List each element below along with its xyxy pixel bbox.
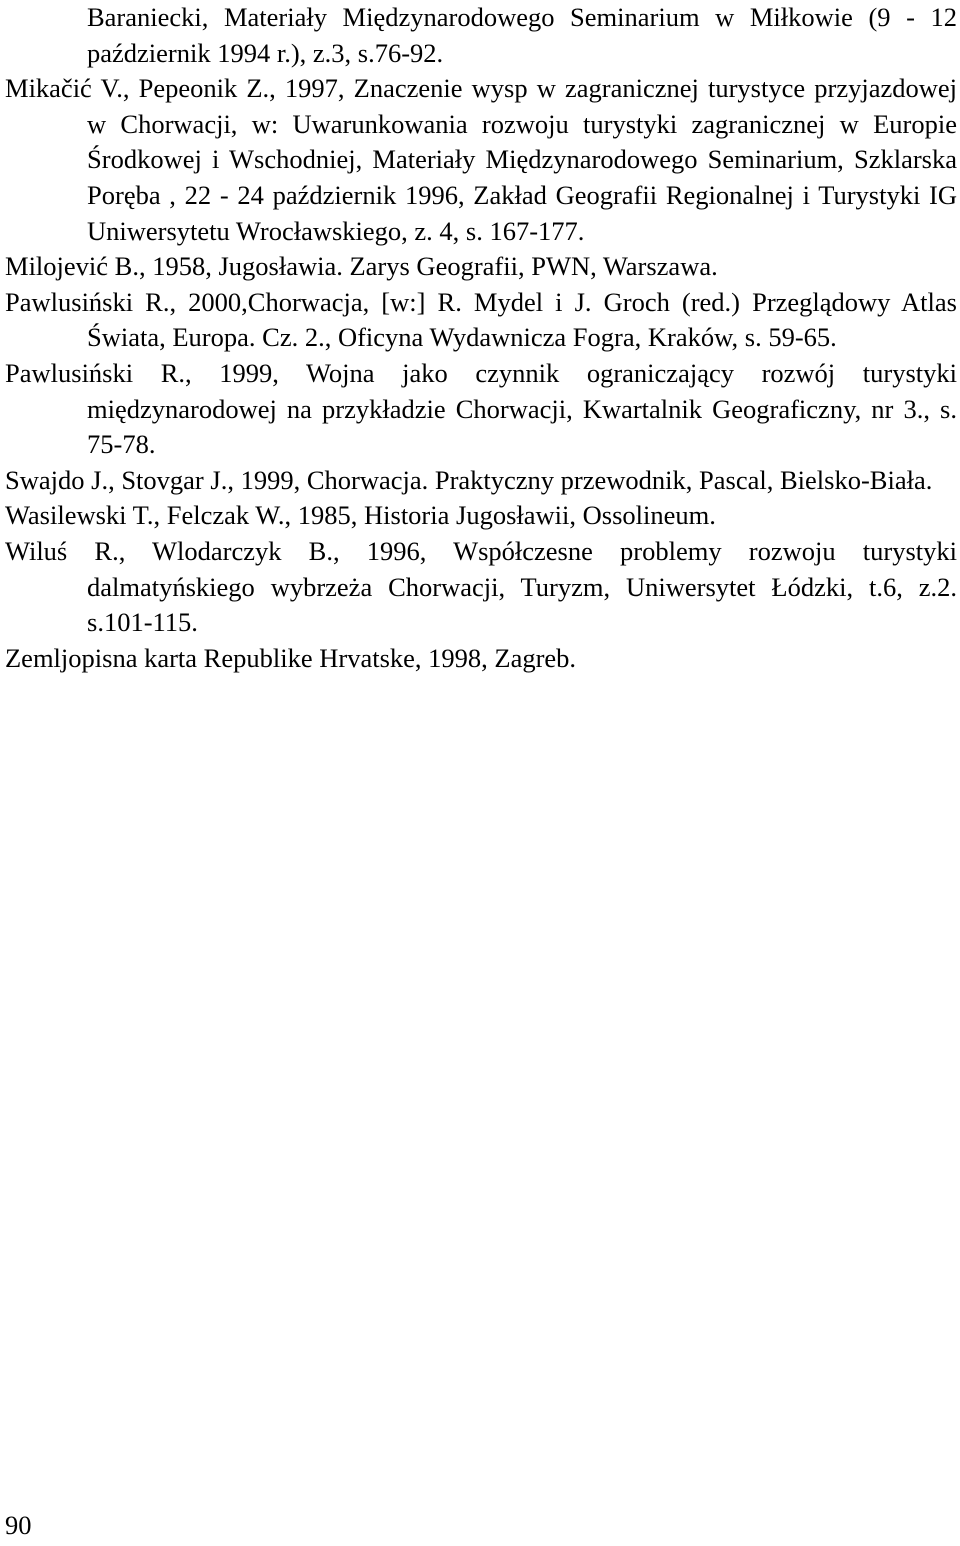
page-number: 90 <box>5 1510 32 1540</box>
bibliography-entry-pawlusinski-2000: Pawlusiński R., 2000,Chorwacja, [w:] R. Mydel i J. Groch (red.) Przeglądowy Atlas Świata, Europa. Cz. 2., Oficyna Wydawnicza Fogra, Kraków, s. 59-65. <box>5 286 957 353</box>
bibliography-entry-wilus: Wiluś R., Wlodarczyk B., 1996, Współczesne problemy rozwoju turystyki dalmatyńskiego wybrzeża Chorwacji, Turyzm, Uniwersytet Łódzki, t.6, z.2. s.101-115. <box>5 535 957 638</box>
bibliography-list <box>5 0 957 676</box>
bibliography-entry-milojevic: Milojević B., 1958, Jugosławia. Zarys Geografii, PWN, Warszawa. <box>5 251 718 282</box>
bibliography-entry-baraniecki: Baraniecki, Materiały Międzynarodowego Seminarium w Miłkowie (9 - 12 październik 1994 r.), z.3, s.76-92. <box>87 2 957 68</box>
bibliography-entry-pawlusinski-1999: Pawlusiński R., 1999, Wojna jako czynnik ograniczający rozwój turystyki międzynarodowej na przykładzie Chorwacji, Kwartalnik Geograficzny, nr 3., s. 75-78. <box>5 357 957 460</box>
bibliography-entry-zemljopisna: Zemljopisna karta Republike Hrvatske, 1998, Zagreb. <box>5 642 577 673</box>
bibliography-entry-swajdo: Swajdo J., Stovgar J., 1999, Chorwacja. Praktyczny przewodnik, Pascal, Bielsko-Biała. <box>5 464 933 495</box>
bibliography-entry-wasilewski: Wasilewski T., Felczak W., 1985, Historia Jugosławii, Ossolineum. <box>5 500 716 531</box>
bibliography-entry-mikacic: Mikačić V., Pepeonik Z., 1997, Znaczenie wysp w zagranicznej turystyce przyjazdowej w Chorwacji, w: Uwarunkowania rozwoju turystyki zagranicznej w Europie Środkowej i Wschodniej, Materiały Międzynarodowego Seminarium, Szklarska Poręba , 22 - 24 październik 1996, Zakład Geografii Regionalnej i Turystyki IG Uniwersytetu Wrocławskiego, z. 4, s. 167-177. <box>5 73 957 246</box>
